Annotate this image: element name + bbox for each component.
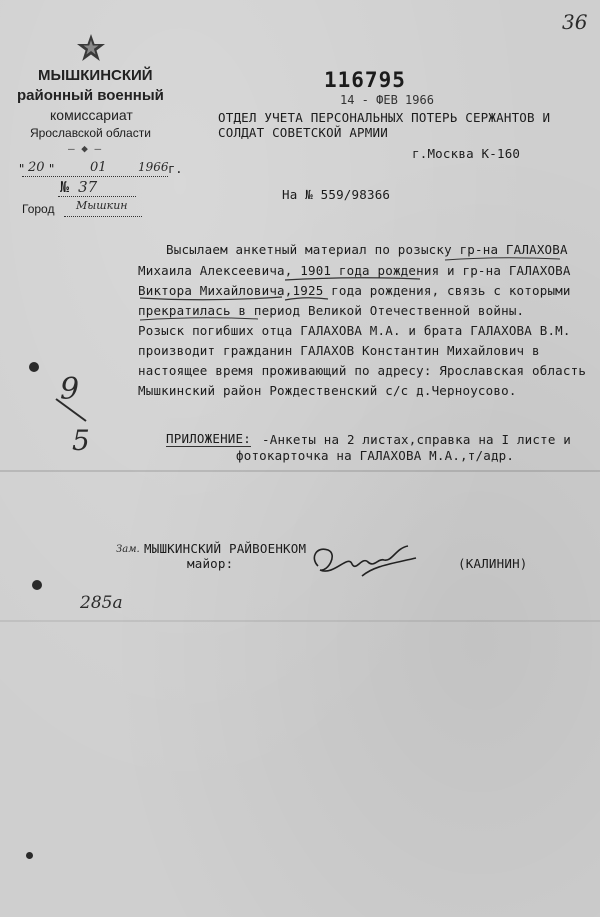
date-year: 1966	[138, 160, 169, 174]
sender-date: " 20 " 01 1966 г.	[18, 160, 183, 176]
date-suffix: г.	[168, 162, 183, 176]
outgoing-no-prefix: №	[60, 178, 70, 196]
attachment-line1: -Анкеты на 2 листах,справка на I листе и	[262, 432, 572, 447]
body-line4: прекратилась в период Великой Отечественной войны.	[138, 303, 525, 318]
body-line1: Высылаем анкетный материал по розыску гр-на ГАЛАХОВА	[166, 242, 568, 257]
handwritten-margin-note: 285а	[80, 593, 123, 613]
body-line3: Виктора Михайловича,1925 года рождения, связь с которыми	[138, 283, 571, 298]
reference-number: На № 559/98366	[282, 187, 391, 202]
recipient-city: г.Москва К-160	[412, 146, 521, 161]
handwritten-signature	[304, 536, 424, 586]
body-line5: Розыск погибших отца ГАЛАХОВА М.А. и брата ГАЛАХОВА В.М.	[138, 323, 571, 338]
signature-title: МЫШКИНСКИЙ РАЙВОЕНКОМ	[144, 541, 307, 556]
body-line2: Михаила Алексеевича, 1901 года рождения и гр-на ГАЛАХОВА	[138, 263, 571, 278]
outgoing-no: 37	[78, 178, 98, 196]
divider-mark: — ◆ —	[68, 142, 102, 155]
body-line8: Мышкинский район Рождественский с/с д.Черноусово.	[138, 383, 517, 398]
city-label: Город	[22, 202, 55, 216]
handwritten-fraction-bottom: 5	[72, 424, 90, 457]
received-stamp: 14 - ФЕВ 1966	[340, 93, 434, 107]
sender-line4: Ярославской области	[30, 126, 151, 140]
date-day: 20	[28, 160, 45, 175]
recipient-line1: ОТДЕЛ УЧЕТА ПЕРСОНАЛЬНЫХ ПОТЕРЬ СЕРЖАНТОВ И	[218, 110, 551, 125]
sender-line1: МЫШКИНСКИЙ	[38, 67, 153, 84]
body-line7: настоящее время проживающий по адресу: Ярославская область	[138, 363, 587, 378]
registration-number: 116795	[324, 68, 406, 92]
archive-page-number: 36	[562, 10, 588, 34]
signature-name: (КАЛИНИН)	[458, 556, 528, 571]
sender-line2: районный военный	[17, 87, 164, 104]
recipient-line2: СОЛДАТ СОВЕТСКОЙ АРМИИ	[218, 125, 388, 140]
attachment-label: ПРИЛОЖЕНИЕ:	[166, 431, 251, 446]
attachment-line2: фотокарточка на ГАЛАХОВА М.А.,т/адр.	[236, 448, 515, 463]
handwritten-fraction-top: 9	[60, 372, 80, 407]
sender-line3: комиссариат	[50, 107, 133, 123]
date-month: 01	[90, 160, 107, 175]
signature-rank: майор:	[187, 556, 234, 571]
city-value: Мышкин	[76, 199, 128, 212]
signature-prefix: Зам.	[116, 544, 140, 555]
body-line6: производит гражданин ГАЛАХОВ Константин Михайлович в	[138, 343, 540, 358]
fraction-slash	[52, 395, 92, 425]
